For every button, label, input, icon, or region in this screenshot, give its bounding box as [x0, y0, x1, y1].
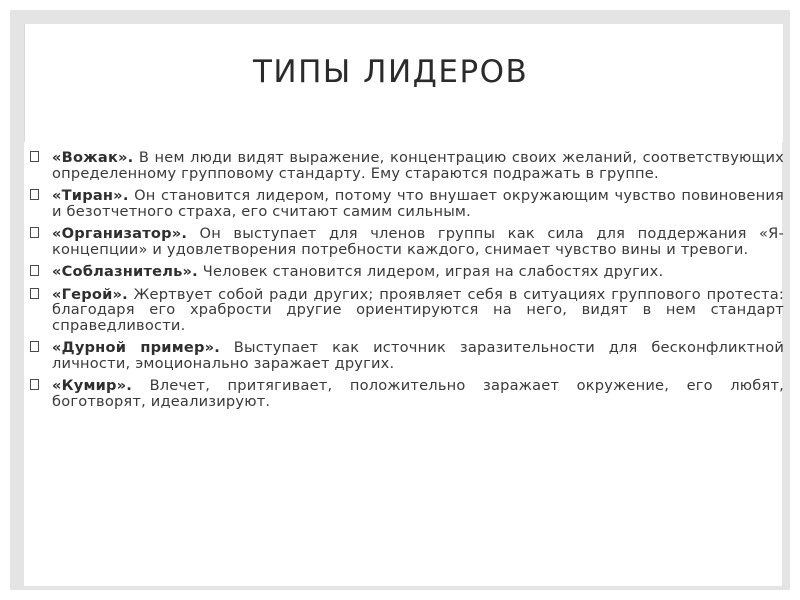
checkbox-bullet-icon	[30, 227, 39, 238]
checkbox-bullet-icon	[30, 265, 39, 276]
list-item	[28, 340, 784, 371]
checkbox-bullet-icon	[30, 379, 39, 390]
list-item	[28, 378, 784, 409]
checkbox-bullet-icon	[30, 151, 39, 162]
slide-title: ТИПЫ ЛИДЕРОВ	[253, 54, 529, 90]
list-item	[28, 188, 784, 219]
leader-type-description: Он выступает для членов группы как сила для поддержания «Я-концепции» и удовлетворения потребности каждого, снимает чувство вины и тревоги.	[52, 225, 784, 258]
leader-type-term: «Вожак».	[52, 149, 134, 166]
checkbox-bullet-icon	[30, 288, 39, 299]
leader-type-term: «Соблазнитель».	[52, 263, 198, 280]
leader-type-description: Жертвует собой ради других; проявляет себя в ситуациях группового протеста: благодаря его храбрости другие ориентируются на него, видят в нем стандарт справедливости.	[52, 285, 784, 334]
list-item	[28, 287, 784, 334]
leader-type-term: «Тиран».	[52, 187, 129, 204]
leader-type-description: Он становится лидером, потому что внушает окружающим чувство повиновения и безотчетного страха, его считают самим сильным.	[52, 187, 784, 220]
list-item	[28, 226, 784, 257]
leader-type-term: «Кумир».	[52, 377, 133, 394]
leader-type-description: Выступает как источник заразительности для бесконфликтной личности, эмоционально заражает других.	[52, 339, 785, 372]
leader-type-term: «Герой».	[52, 285, 128, 303]
leader-type-description: Человек становится лидером, играя на слабостях других.	[197, 263, 664, 280]
leader-type-description: В нем люди видят выражение, концентрацию своих желаний, соответствующих определенному групповому стандарту. Ему стараются подражать в группе.	[52, 149, 784, 182]
checkbox-bullet-icon	[30, 189, 39, 200]
leader-type-term: «Организатор».	[52, 225, 188, 242]
list-item	[28, 150, 784, 181]
leader-type-description: Влечет, притягивает, положительно заражает окружение, его любят, боготворят, идеализируют.	[52, 377, 784, 410]
leader-types-list	[28, 150, 784, 416]
leader-type-term: «Дурной пример».	[52, 339, 220, 356]
checkbox-bullet-icon	[30, 341, 39, 352]
list-item	[28, 264, 784, 280]
